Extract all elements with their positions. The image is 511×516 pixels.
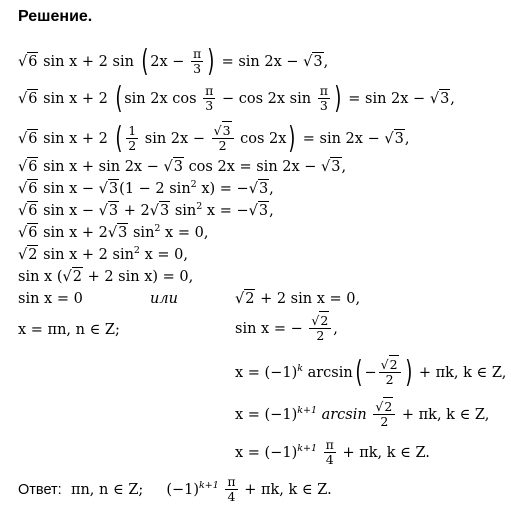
equation-line-9: sin x (√2 + 2 sin x) = 0, [18, 269, 194, 285]
equation-line-11-left: x = πn, n ∈ Z; [18, 322, 120, 338]
sqrt-6: √6 [18, 53, 38, 70]
equation-line-13: $x = (-1)^{k+1}$ arcsin $\frac{√2}{2}$ + πk, k ∈ Z, [235, 399, 490, 430]
or-word: или [150, 291, 178, 307]
solution-heading: Решение. [18, 8, 93, 25]
equation-line-6: √6 sin x − √3 + 2√3 $\sin^2 x = -√3$, [18, 201, 274, 219]
equation-line-10-right: √2 + 2 sin x = 0, [235, 291, 361, 307]
answer-line: Ответ: πn, n ∈ Z; $(-1)^{k+1}$ $\frac{\pi}{4}$ + πk, k ∈ Z. [18, 474, 332, 505]
equation-line-12: $x = (-1)^k$ arcsin( − $\frac{√2}{2}$ ) + πk, k ∈ Z, [235, 354, 507, 390]
equation-line-5: √6 sin x − √3(1 − 2 $\sin^2 x) = -√3$, [18, 179, 274, 197]
equation-line-1: √6 sin x + 2 sin ( 2x − $\frac{\pi}{3}$ ) = sin 2x − √3, [18, 43, 329, 79]
equation-line-8: √2 sin x + 2 $\sin^2 x = 0$, [18, 245, 188, 263]
equation-line-14: $x = (-1)^{k+1}$ $\frac{\pi}{4}$ + πk, k ∈ Z. [235, 437, 430, 468]
equation-line-2: √6 sin x + 2 ( sin 2x cos $\frac{\pi}{3}$ − cos 2x sin $\frac{\pi}{3}$ ) = sin 2x − √3, [18, 80, 455, 116]
equation-line-11-right: sin x = − $\frac{√2}{2}$ , [235, 313, 338, 344]
equation-line-10-left: sin x = 0 [18, 291, 83, 307]
equation-line-4: √6 sin x + sin 2x − √3 cos 2x = sin 2x − √3, [18, 159, 347, 175]
equation-line-3: √6 sin x + 2 ( $\frac{1}{2}$ sin 2x − $\frac{√3}{2}$ cos 2x) = sin 2x − √3, [18, 120, 410, 156]
equation-line-7: √6 sin x + 2√3 $\sin^2 x = 0$, [18, 223, 209, 241]
fraction-pi-over-3: $\frac{\pi}{3}$ [193, 46, 202, 77]
